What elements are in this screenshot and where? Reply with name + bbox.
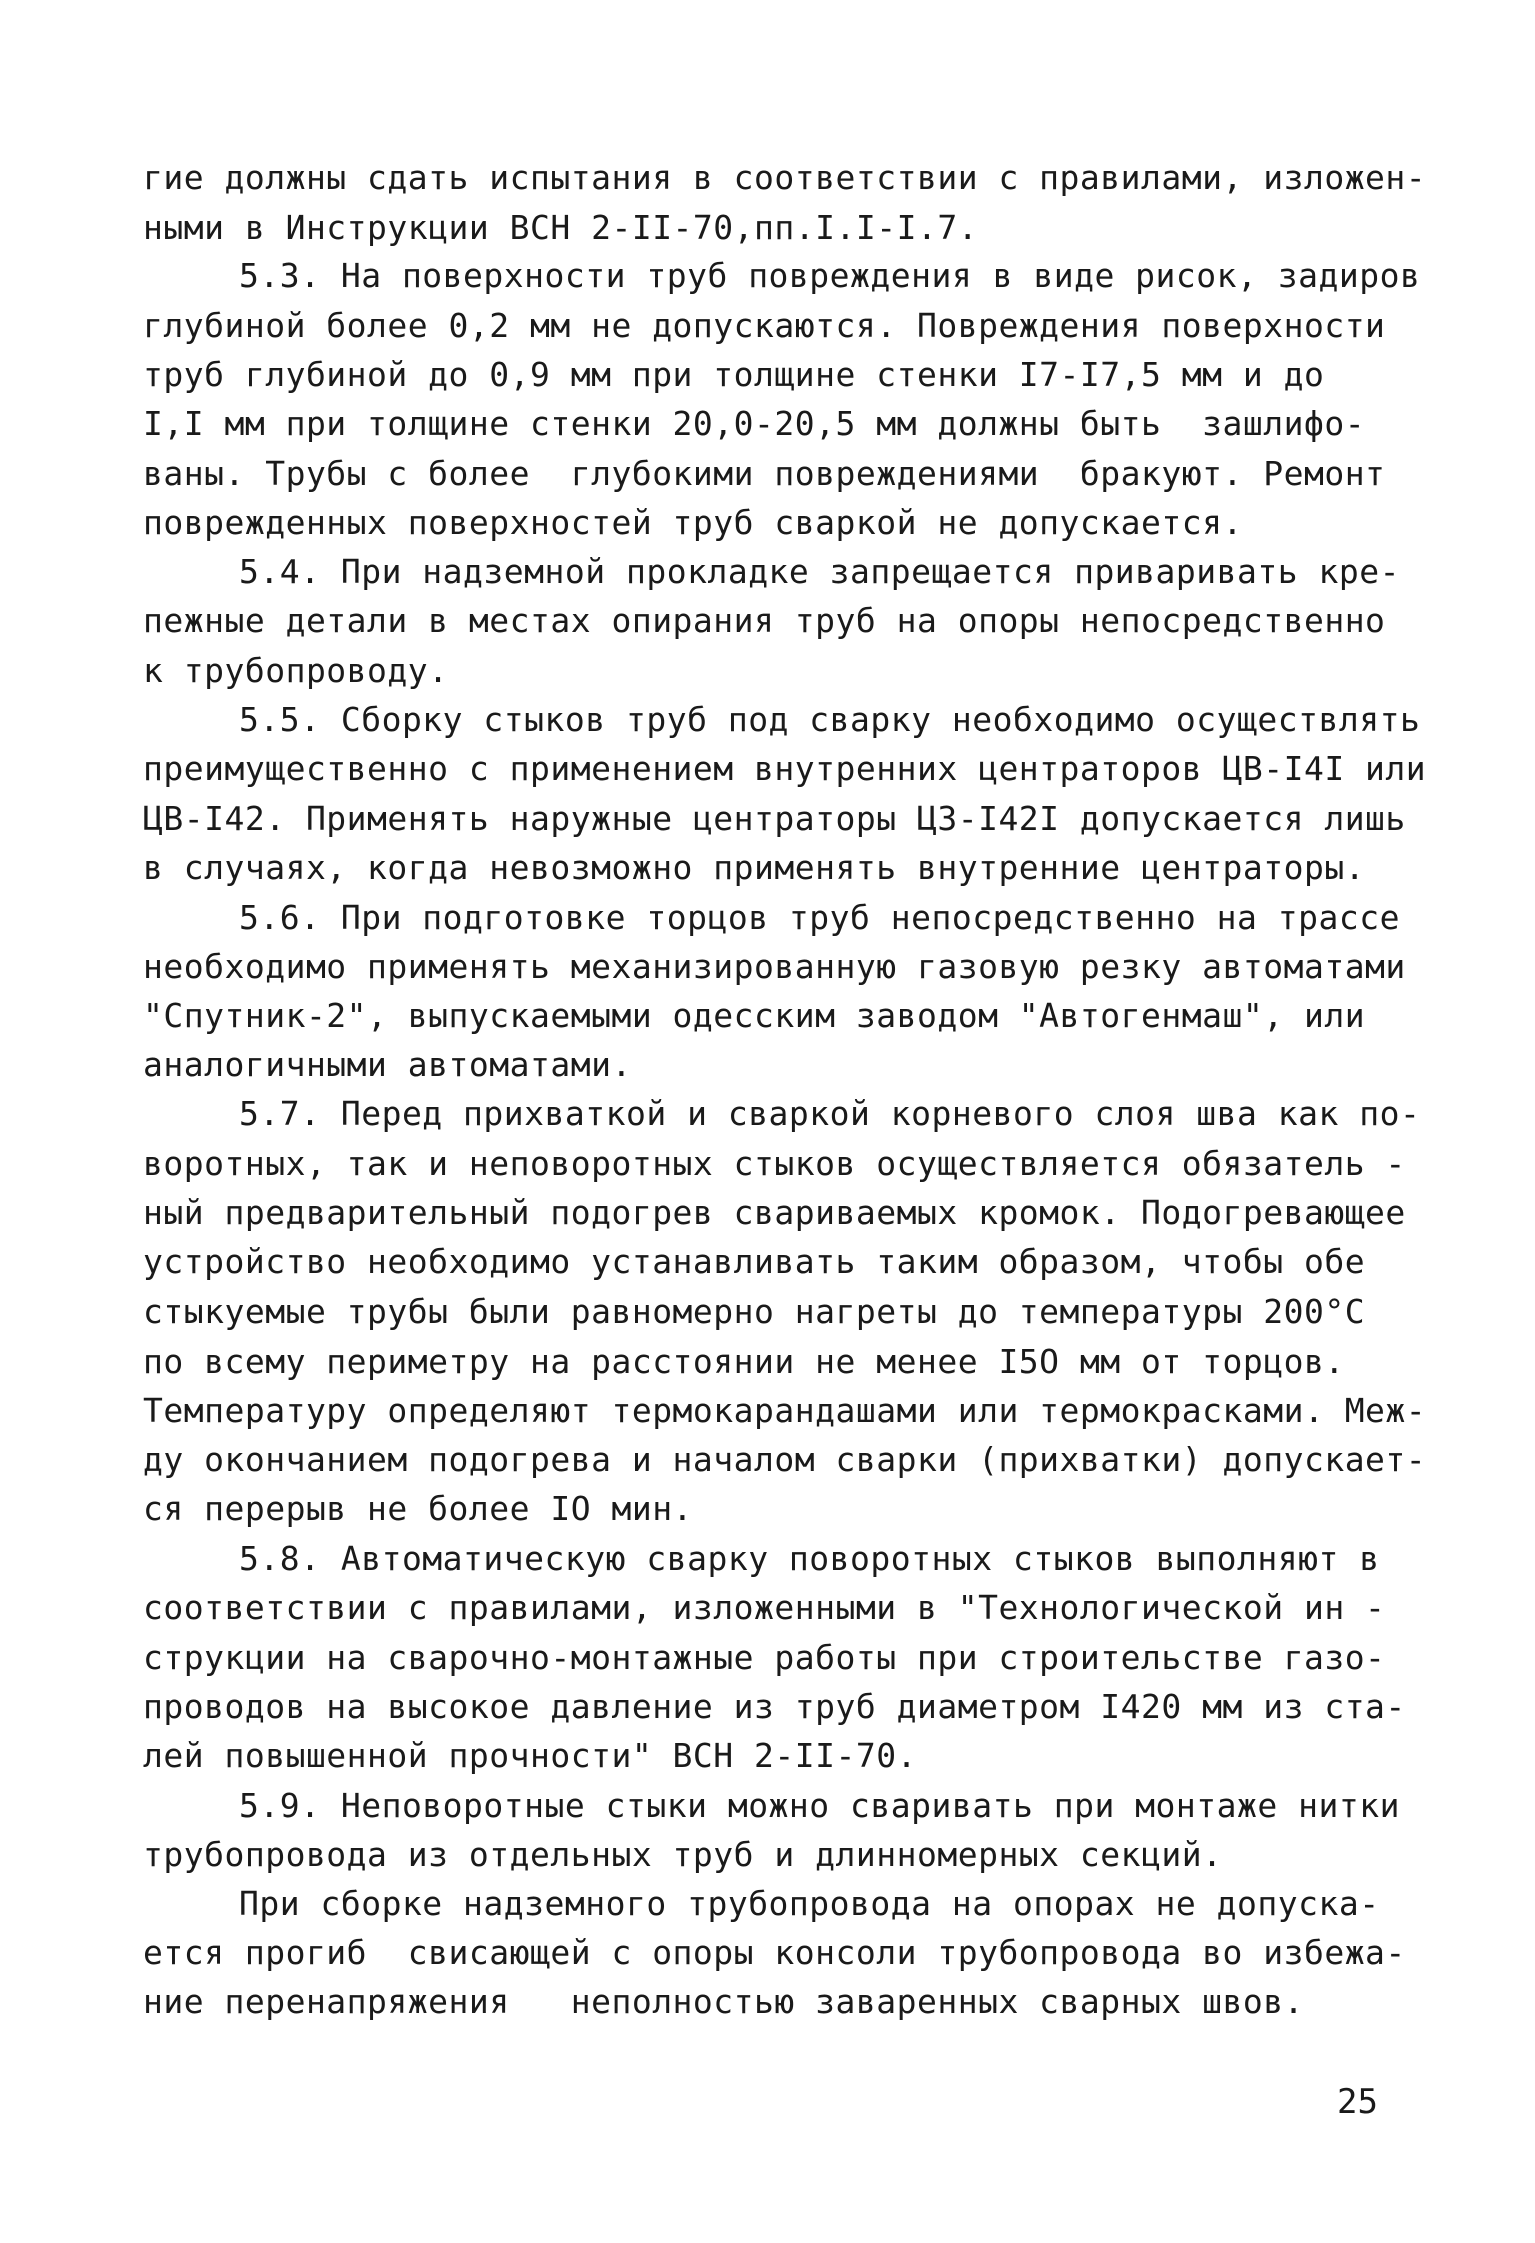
text-line: 5.9. Неповоротные стыки можно сваривать при монтаже нитки bbox=[239, 1786, 1400, 1825]
text-line: аналогичными автоматами. bbox=[143, 1045, 632, 1084]
text-line: 5.7. Перед прихваткой и сваркой корневого слоя шва как по- bbox=[239, 1094, 1421, 1133]
text-line: трубопровода из отдельных труб и длинномерных секций. bbox=[143, 1835, 1223, 1874]
text-line: 5.8. Автоматическую сварку поворотных стыков выполняют в bbox=[239, 1539, 1380, 1578]
text-line: стыкуемые трубы были равномерно нагреты до температуры 200°С bbox=[143, 1292, 1366, 1331]
text-line: труб глубиной до 0,9 мм при толщине стенки I7-I7,5 мм и до bbox=[143, 355, 1325, 394]
text-line: ЦВ-I42. Применять наружные центраторы ЦЗ-I42I допускается лишь bbox=[143, 799, 1406, 838]
text-line: соответствии с правилами, изложенными в "Технологической ин - bbox=[143, 1588, 1386, 1627]
text-line: 5.3. На поверхности труб повреждения в виде рисок, задиров bbox=[239, 256, 1421, 295]
text-line: пежные детали в местах опирания труб на опоры непосредственно bbox=[143, 601, 1386, 640]
text-line: ние перенапряжения неполностью заваренных сварных швов. bbox=[143, 1982, 1304, 2021]
text-line: поврежденных поверхностей труб сваркой не допускается. bbox=[143, 503, 1243, 542]
text-line: к трубопроводу. bbox=[143, 651, 449, 690]
text-line: ся перерыв не более IO мин. bbox=[143, 1489, 693, 1528]
text-line: 5.5. Сборку стыков труб под сварку необходимо осуществлять bbox=[239, 700, 1421, 739]
text-line: ными в Инструкции ВСН 2-II-70,пп.I.I-I.7. bbox=[143, 208, 979, 247]
text-line: воротных, так и неповоротных стыков осуществляется обязатель - bbox=[143, 1144, 1406, 1183]
text-line: проводов на высокое давление из труб диаметром I420 мм из ста- bbox=[143, 1687, 1406, 1726]
text-line: ду окончанием подогрева и началом сварки (прихватки) допускает- bbox=[143, 1440, 1427, 1479]
text-line: глубиной более 0,2 мм не допускаются. Повреждения поверхности bbox=[143, 306, 1386, 345]
text-line: 5.4. При надземной прокладке запрещается приваривать кре- bbox=[239, 552, 1400, 591]
text-line: ется прогиб свисающей с опоры консоли трубопровода во избежа- bbox=[143, 1933, 1406, 1972]
text-line: ваны. Трубы с более глубокими повреждениями бракуют. Ремонт bbox=[143, 454, 1386, 493]
text-line: лей повышенной прочности" ВСН 2-II-70. bbox=[143, 1736, 917, 1775]
text-line: по всему периметру на расстоянии не менее I5О мм от торцов. bbox=[143, 1342, 1345, 1381]
text-line: устройство необходимо устанавливать таким образом, чтобы обе bbox=[143, 1242, 1366, 1281]
page-number: 25 bbox=[1337, 2082, 1378, 2122]
text-line: "Спутник-2", выпускаемыми одесским заводом "Автогенмаш", или bbox=[143, 996, 1366, 1035]
text-line: ный предварительный подогрев свариваемых кромок. Подогревающее bbox=[143, 1193, 1406, 1232]
text-line: I,I мм при толщине стенки 20,0-20,5 мм должны быть зашлифо- bbox=[143, 404, 1366, 443]
text-line: необходимо применять механизированную газовую резку автоматами bbox=[143, 947, 1406, 986]
text-line: 5.6. При подготовке торцов труб непосредственно на трассе bbox=[239, 898, 1400, 937]
text-line: преимущественно с применением внутренних центраторов ЦВ-I4I или bbox=[143, 749, 1427, 788]
text-line: в случаях, когда невозможно применять внутренние центраторы. bbox=[143, 848, 1366, 887]
text-line: При сборке надземного трубопровода на опорах не допуска- bbox=[239, 1884, 1380, 1923]
text-line: Температуру определяют термокарандашами или термокрасками. Меж- bbox=[143, 1391, 1427, 1430]
text-line: струкции на сварочно-монтажные работы при строительстве газо- bbox=[143, 1638, 1386, 1677]
text-line: гие должны сдать испытания в соответствии с правилами, изложен- bbox=[143, 158, 1427, 197]
